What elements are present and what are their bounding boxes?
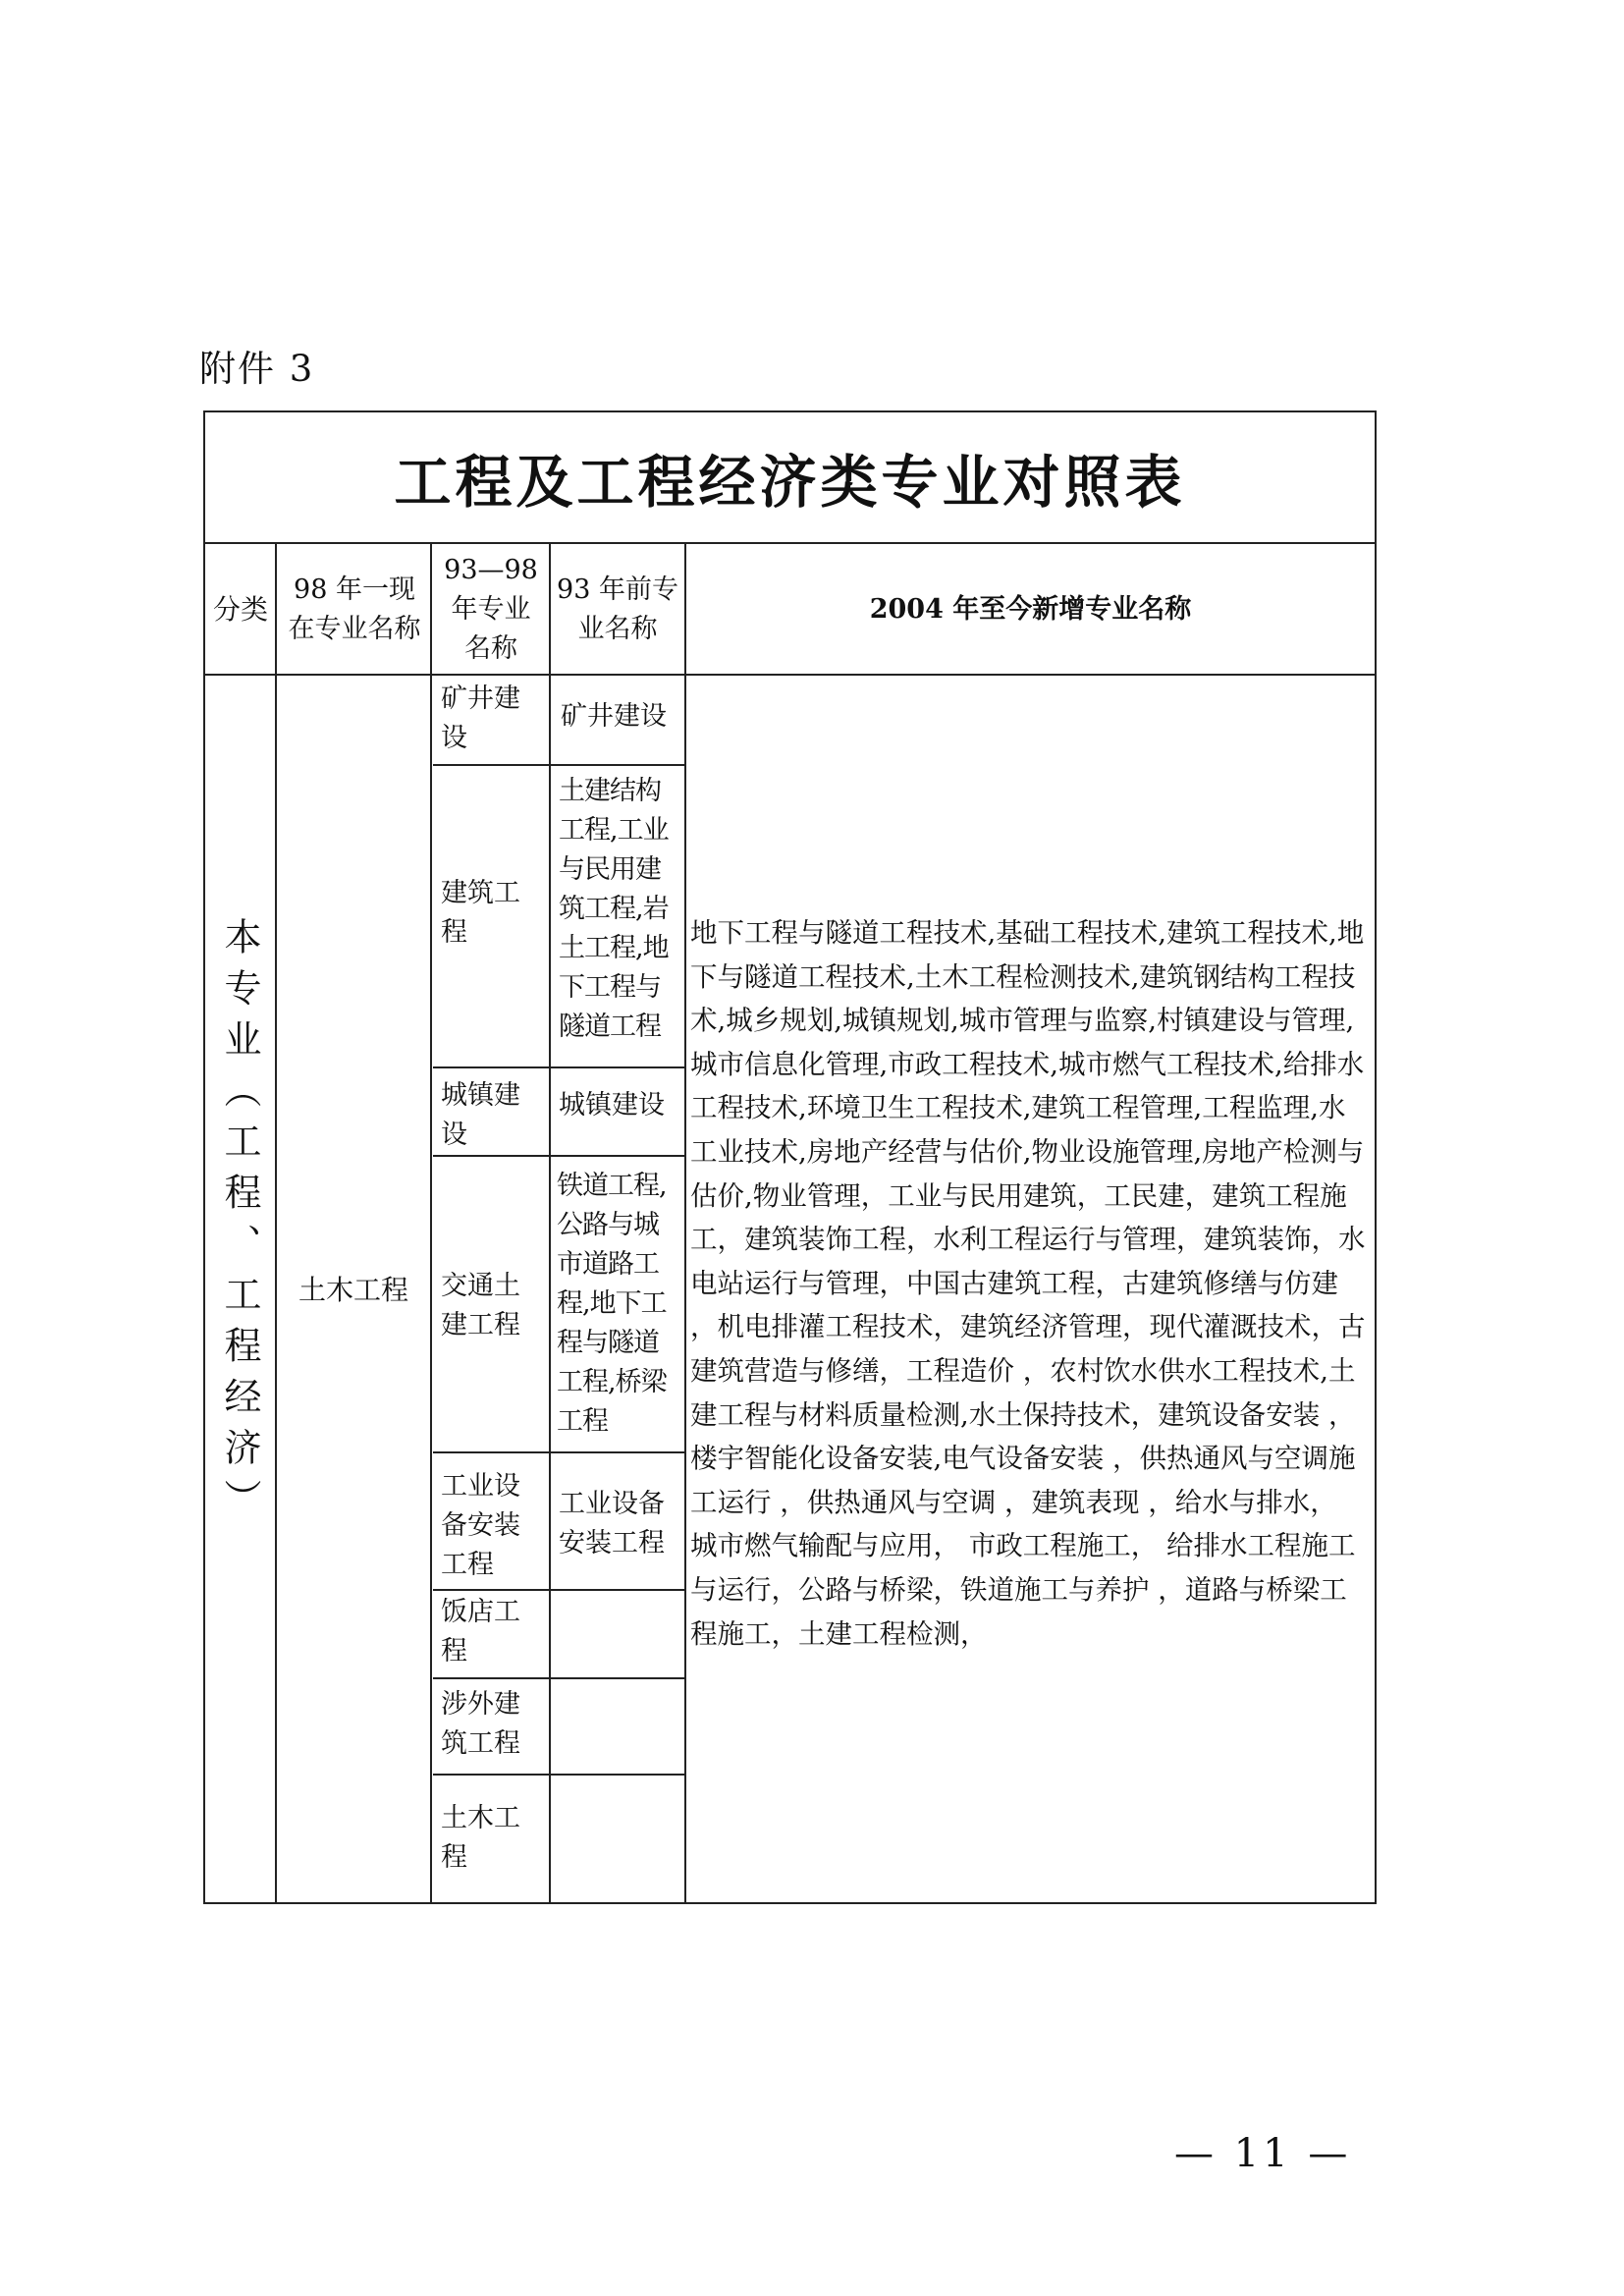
sep-93-98-5 — [433, 1589, 549, 1591]
sep-93-98-1 — [433, 764, 549, 766]
row-3-93-98: 城镇建设 — [441, 1080, 520, 1150]
sep-93-98-3 — [433, 1155, 549, 1157]
major-98-cell: 土木工程 — [298, 1273, 408, 1306]
row-1-93-98: 矿井建设 — [441, 683, 520, 753]
comparison-table — [203, 410, 1377, 1904]
sep-93-98-6 — [433, 1677, 549, 1679]
row-5-93-98: 工业设备安装工程 — [441, 1471, 520, 1580]
header-93-98: 93—98 年专业名称 — [444, 554, 538, 664]
header-98-present: 98 年一现在专业名称 — [288, 574, 421, 644]
header-2004-new: 2004 年至今新增专业名称 — [869, 593, 1192, 625]
row-3-pre93: 城镇建设 — [559, 1090, 665, 1121]
row-2-pre93: 土建结构工程,工业与民用建筑工程,岩土工程,地下工程与隧道工程 — [559, 776, 669, 1042]
row-6-93-98: 饭店工程 — [441, 1597, 520, 1667]
row-4-pre93: 铁道工程,公路与城市道路工程,地下工程与隧道工程,桥梁工程 — [557, 1171, 667, 1437]
row-7-93-98: 涉外建筑工程 — [441, 1689, 520, 1759]
row-1-pre93: 矿井建设 — [561, 701, 667, 732]
sep-93-98-4 — [433, 1451, 549, 1453]
new-majors-2004-cell: 地下工程与隧道工程技术,基础工程技术,建筑工程技术,地下与隧道工程技术,土木工程检测技术,建筑钢结构工程技术,城乡规划,城镇规划,城市管理与监察,村镇建设与管理,城市信息化管理,市政工程技术,城市燃气工程技术,给排水工程技术,环境卫生工程技术,建筑工程管理,工程监理,水工业技术,房地产经营与估价,物业设施管理,房地产检测与估价,物业管理，工业与民用建筑，工民建，建筑工程施工，建筑装饰工程，水利工程运行与管理，建筑装饰，水电站运行与管理，中国古建筑工程，古建筑修缮与仿建 ，机电排灌工程技术，建筑经济管理，现代灌溉技术，古建筑营造与修缮，工程造价 ，农村饮水供水工程技术,土建工程与材料质量检测,水土保持技术，建筑设备安装 ，楼宇智能化设备安装,电气设备安装 ，供热通风与空调施工运行 ，供热通风与空调 ，建筑表现 ，给水与排水， 城市燃气输配与应用， 市政工程施工， 给排水工程施工与运行，公路与桥梁，铁道施工与养护 ，道路与桥梁工程施工，土建工程检测， — [690, 917, 1366, 1650]
table-title: 工程及工程经济类专业对照表 — [205, 412, 1375, 544]
sep-pre93-6 — [551, 1677, 684, 1679]
category-text: 本专业（工程、工程经济） — [218, 916, 261, 1530]
col-rule-2 — [430, 544, 432, 1904]
sep-pre93-7 — [551, 1774, 684, 1776]
sep-93-98-2 — [433, 1066, 549, 1068]
sep-pre93-2 — [551, 1066, 684, 1068]
row-8-93-98: 土木工程 — [441, 1803, 520, 1873]
sep-pre93-4 — [551, 1451, 684, 1453]
sep-pre93-3 — [551, 1155, 684, 1157]
row-4-93-98: 交通土建工程 — [441, 1271, 520, 1340]
row-2-93-98: 建筑工程 — [441, 878, 520, 948]
header-category: 分类 — [212, 592, 268, 626]
attachment-label: 附件 3 — [199, 348, 315, 390]
category-cell — [205, 542, 274, 1904]
row-5-pre93: 工业设备安装工程 — [559, 1489, 665, 1558]
page-number: — 11 — — [1174, 2131, 1352, 2176]
sep-93-98-7 — [433, 1774, 549, 1776]
header-pre-93: 93 年前专业名称 — [557, 574, 678, 644]
sep-pre93-5 — [551, 1589, 684, 1591]
sep-pre93-1 — [551, 764, 684, 766]
